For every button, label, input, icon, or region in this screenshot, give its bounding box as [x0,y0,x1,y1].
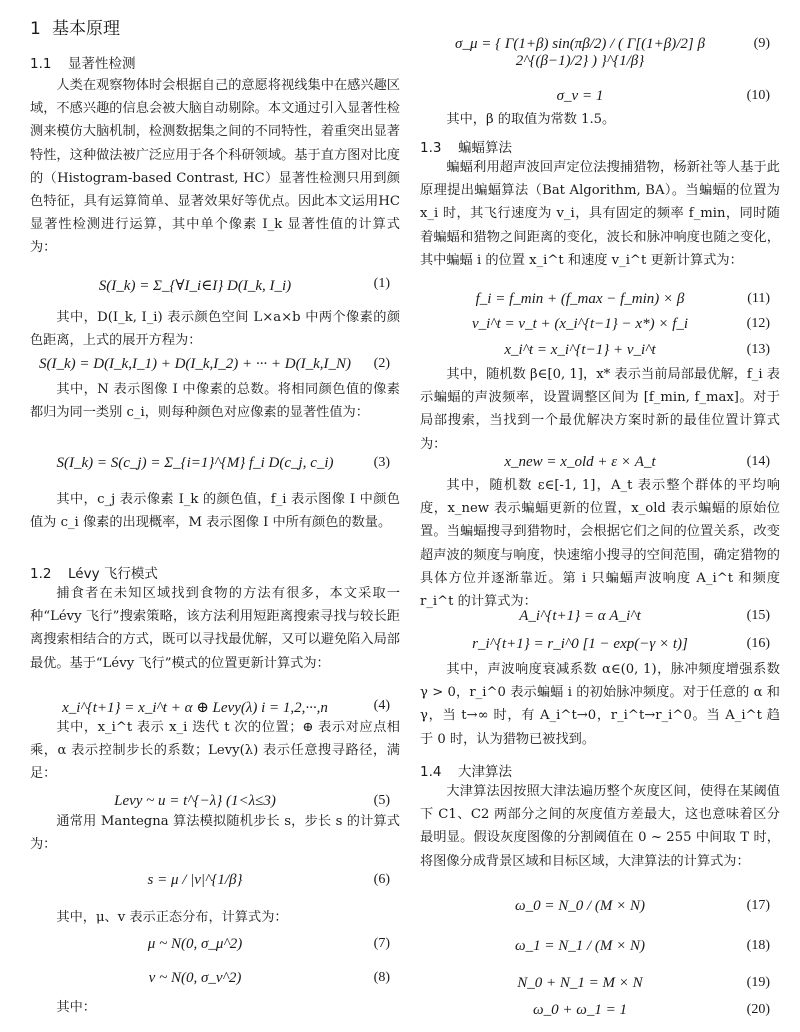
equation-16: r_i^{t+1} = r_i^0 [1 − exp(−γ × t)] (16) [472,636,770,652]
paragraph: 其中，N 表示图像 I 中像素的总数。将相同颜色值的像素都归为同一类别 c_i，则每种颜色对应像素的显著性值为： [30,382,400,421]
paragraph: 其中，声波响度衰减系数 α∈(0, 1)，脉冲频度增强系数 γ > 0，r_i^0 表示蝙蝠 i 的初始脉冲频度。对于任意的 α 和 γ，当 t→∞ 时，有 A_i^t→0，r_i^t→r_i^0。当 A_i^t 趋于 0 时，认为猎物已被找到。 [420,662,780,747]
paragraph: 通常用 Mantegna 算法模拟随机步长 s，步长 s 的计算式为： [30,814,400,853]
subsection-heading-1-3: 1.3 蝙蝠算法 [420,140,512,156]
paragraph: 其中，β 的取值为常数 1.5。 [446,112,616,127]
paragraph: 其中，随机数 β∈[0, 1]，x* 表示当前局部最优解，f_i 表示蝙蝠的声波频率，设置调整区间为 [f_min, f_max]。对于局部搜索，当找到一个最优解决方案时新的最佳位置计算式为： [420,367,780,452]
equation-2: S(I_k) = D(I_k,I_1) + D(I_k,I_2) + ··· + D(I_k,I_N) (2) [38,356,390,372]
subsection-heading-1-2: 1.2 Lévy 飞行模式 [30,566,158,582]
equation-6: s = μ / |v|^{1/β} (6) [147,872,390,888]
paragraph: 其中，随机数 ε∈[-1, 1]，A_t 表示整个群体的平均响度，x_new 表示蝙蝠更新的位置，x_old 表示蝙蝠的原始位置。当蝙蝠搜寻到猎物时，会根据它们之间的位置关系，改变超声波的频度与响度，快速缩小搜寻的空间范围，确定猎物的具体方位并逐渐靠近。第 i 只蝙蝠声波响度 A_i^t 和频度 r_i^t 的计算式为： [420,478,780,610]
subsection-heading-1-4: 1.4 大津算法 [420,764,512,780]
paragraph: 其中： [56,1000,96,1015]
equation-13: x_i^t = x_i^{t−1} + v_i^t (13) [504,342,770,358]
paragraph: 大津算法因按照大津法遍历整个灰度区间，使得在某阈值下 C1、C2 两部分之间的灰度值方差最大，这也意味着区分最明显。假设灰度图像的分割阈值在 0 ~ 255 中间取 T 时，将图像分成背景区域和目标区域，大津算法的计算式为： [420,784,780,869]
subsection-heading-1-1: 1.1 显著性检测 [30,56,136,72]
equation-8: v ~ N(0, σ_v^2) (8) [148,970,390,986]
equation-18: ω_1 = N_1 / (M × N) (18) [515,938,770,954]
equation-1: S(I_k) = Σ_{∀I_i∈I} D(I_k, I_i) (1) [98,276,390,294]
paragraph: 其中，μ、v 表示正态分布，计算式为： [56,910,288,925]
equation-5: Levy ~ u = t^{−λ} (1<λ≤3) (5) [114,793,390,809]
equation-20: ω_0 + ω_1 = 1 (20) [533,1002,770,1018]
paragraph: 人类在观察物体时会根据自己的意愿将视线集中在感兴趣区域，不感兴趣的信息会被大脑自动剔除。本文通过引入显著性检测来模仿大脑机制，检测数据集之间的不同特性，着重突出显著特性，这种做法被广泛应用于各个科研领域。基于直方图对比度的（Histogram-based Contrast, HC）显著性检测只用到颜色特征，具有运算简单、显著效果好等优点。因此本文运用HC显著性检测进行运算，其中单个像素 I_k 显著性值的计算式为： [30,78,400,256]
section-heading-1: 1 基本原理 [30,19,120,39]
paragraph: 其中，x_i^t 表示 x_i 迭代 t 次的位置；⊕ 表示对应点相乘，α 表示控制步长的系数；Levy(λ) 表示任意搜寻路径，满足： [30,720,400,782]
equation-9: σ_μ = { Γ(1+β) sin(πβ/2) / ( Γ[(1+β)/2] β 2^{(β−1)/2} ) }^{1/β} (9) [455,36,770,69]
equation-12: v_i^t = v_t + (x_i^{t−1} − x*) × f_i (12) [471,316,770,332]
equation-10: σ_v = 1 (10) [556,88,770,104]
paragraph: 其中，D(I_k, I_i) 表示颜色空间 L×a×b 中两个像素的颜色距离，上式的展开方程为： [30,310,400,349]
equation-14: x_new = x_old + ε × A_t (14) [504,454,770,470]
paragraph: 蝙蝠利用超声波回声定位法搜捕猎物，杨新社等人基于此原理提出蝙蝠算法（Bat Algorithm, BA）。当蝙蝠的位置为 x_i 时，其飞行速度为 v_i，具有固定的频率 f_min，同时随着蝙蝠和猎物之间距离的变化，波长和脉冲响度也随之变化，其中蝙蝠 i 的位置 x_i^t 和速度 v_i^t 更新计算式为： [420,160,780,268]
equation-11: f_i = f_min + (f_max − f_min) × β (11) [475,291,770,307]
equation-3: S(I_k) = S(c_j) = Σ_{i=1}^{M} f_i D(c_j, c_i) (3) [56,455,390,471]
paragraph: 捕食者在未知区域找到食物的方法有很多，本文采取一种“Lévy 飞行”搜索策略，该方法利用短距离搜索寻找与较长距离搜索相结合的方式，既可以寻找最优解，又可以避免陷入局部最优。基于“Lévy 飞行”模式的位置更新计算式为： [30,586,400,671]
paragraph: 其中，c_j 表示像素 I_k 的颜色值，f_i 表示图像 I 中颜色值为 c_i 像素的出现概率，M 表示图像 I 中所有颜色的数量。 [30,492,400,531]
equation-15: A_i^{t+1} = α A_i^t (15) [519,608,770,624]
equation-19: N_0 + N_1 = M × N (19) [517,975,770,991]
equation-17: ω_0 = N_0 / (M × N) (17) [515,898,770,914]
equation-7: μ ~ N(0, σ_μ^2) (7) [147,936,390,952]
equation-4: x_i^{t+1} = x_i^t + α ⊕ Levy(λ) i = 1,2,···,n (4) [62,698,390,716]
